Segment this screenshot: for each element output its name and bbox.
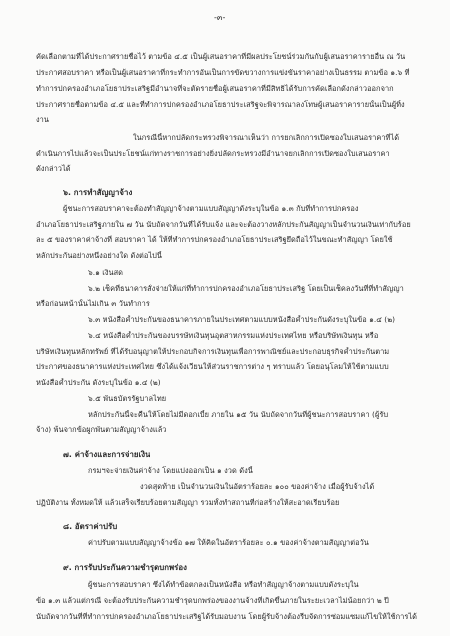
- section-line: หลักประกันอย่างหนึ่งอย่างใด ดังต่อไปนี้: [36, 251, 162, 260]
- section-line: หลักประกันนี้จะคืนให้โดยไม่มีดอกเบี้ย ภายใน ๑๕ วัน นับถัดจากวันที่ผู้ชนะการสอบราคา (ผู้รับ: [88, 410, 389, 419]
- section-line: หรือก่อนหน้านั้นไม่เกิน ๓ วันทำการ: [36, 299, 150, 308]
- paragraph-line: ประกาศสอบราคา หรือเป็นผู้เสนอราคาที่กระทำการอันเป็นการขัดขวางการแข่งขันราคาอย่างเป็นธรรม ตามข้อ ๑.๖ ที่: [36, 68, 410, 77]
- section-heading: ๘. อัตราค่าปรับ: [63, 522, 118, 531]
- section-line: ประกาศของธนาคารแห่งประเทศไทย ซึ่งได้แจ้งเวียนให้ส่วนราชการต่าง ๆ ทราบแล้ว โดยอนุโลมให้ใช้ตามแบบ: [36, 362, 389, 371]
- section-line: นับถัดจากวันที่ที่ทำการปกครองอำเภอโยธาประเสริฐได้รับมอบงาน โดยผู้รับจ้างต้องรีบจัดการซ่อมแซมแก้ไขให้ใช้การได้: [36, 612, 417, 621]
- paragraph-line: ประกาศรายชื่อตามข้อ ๔.๕ และที่ทำการปกครองอำเภอโยธาประเสริฐจะพิจารณาลงโทษผู้เสนอราคารายนั้นเป็นผู้ทิ้ง: [36, 100, 405, 109]
- section-line: หนังสือค้ำประกัน ดังระบุในข้อ ๑.๔ (๒): [36, 378, 161, 387]
- section-line: จ้าง) พ้นจากข้อผูกพันตามสัญญาจ้างแล้ว: [36, 425, 167, 434]
- paragraph-line: ดำเนินการไปแล้วจะเป็นประโยชน์แก่ทางราชการอย่างยิ่งปลัดกระทรวงมีอำนาจยกเลิกการเปิดซองใบเสนอราคา: [36, 149, 390, 158]
- section-heading: ๙. การรับประกันความชำรุดบกพร่อง: [63, 563, 188, 572]
- section-line: บริษัทเงินทุนหลักทรัพย์ ที่ได้รับอนุญาตให้ประกอบกิจการเงินทุนเพื่อการพาณิชย์และประกอบธุรกิจค้ำประกันตาม: [36, 347, 390, 356]
- page-number: -๓-: [214, 13, 226, 22]
- section-line: ค่าปรับตามแบบสัญญาจ้างข้อ ๑๗ ให้คิดในอัตราร้อยละ ๐.๑ ของค่าจ้างตามสัญญาต่อวัน: [88, 538, 369, 547]
- section-line: ๖.๓ หนังสือค้ำประกันของธนาคารภายในประเทศตามแบบหนังสือค้ำประกันดังระบุในข้อ ๑.๔ (๒): [88, 315, 396, 324]
- paragraph-line: ทำการปกครองอำเภอโยธาประเสริฐมีอำนาจที่จะตัดรายชื่อผู้เสนอราคาที่มีสิทธิได้รับการคัดเลือกดังกล่าวออกจาก: [36, 84, 394, 93]
- section-line: ผู้ชนะการสอบราคาจะต้องทำสัญญาจ้างตามแบบสัญญาดังระบุในข้อ ๑.๓ กับที่ทำการปกครอง: [63, 204, 359, 213]
- section-line: ๖.๑ เงินสด: [88, 268, 124, 277]
- section-line: งวดสุดท้าย เป็นจำนวนเงินในอัตราร้อยละ ๑๐๐ ของค่าจ้าง เมื่อผู้รับจ้างได้: [140, 482, 375, 491]
- section-line: ผู้ชนะการสอบราคา ซึ่งได้ทำข้อตกลงเป็นหนังสือ หรือทำสัญญาจ้างตามแบบดังระบุใน: [88, 580, 359, 589]
- section-line: กรมฯจะจ่ายเงินค่าจ้าง โดยแบ่งออกเป็น ๑ งวด ดังนี้: [88, 466, 253, 475]
- section-heading: ๖. การทำสัญญาจ้าง: [63, 188, 133, 197]
- section-line: ๖.๔ หนังสือค้ำประกันของบรรษัทเงินทุนอุตสาหกรรมแห่งประเทศไทย หรือบริษัทเงินทุน หรือ: [88, 331, 379, 340]
- paragraph-line: งาน: [36, 115, 49, 124]
- section-line: ปฏิบัติงาน ทั้งหมดให้ แล้วเสร็จเรียบร้อยตามสัญญา รวมทั้งทำสถานที่ก่อสร้างให้สะอาดเรียบร้อย: [36, 498, 340, 507]
- section-heading: ๗. ค่าจ้างและการจ่ายเงิน: [63, 450, 151, 459]
- section-line: ละ ๕ ของราคาค่าจ้างที่ สอบราคา ได้ ให้ที่ทำการปกครองอำเภอโยธาประเสริฐยึดถือไว้ในขณะทำสัญญา โดยใช้: [36, 235, 393, 244]
- paragraph-line: คัดเลือกตามที่ได้ประกาศรายชื่อไว้ ตามข้อ ๔.๕ เป็นผู้เสนอราคาที่มีผลประโยชน์ร่วมกันกับผู้เสนอราคารายอื่น ณ วัน: [36, 52, 406, 61]
- section-line: ๖.๒ เช็คที่ธนาคารสั่งจ่ายให้แก่ที่ทำการปกครองอำเภอโยธาประเสริฐ โดยเป็นเช็คลงวันที่ที่ทำสัญญา: [88, 284, 404, 293]
- section-line: อำเภอโยธาประเสริฐภายใน ๗ วัน นับถัดจากวันที่ได้รับแจ้ง และจะต้องวางหลักประกันสัญญาเป็นจำนวนเงินเท่ากับร้อย: [36, 220, 411, 229]
- paragraph-line: ในกรณีนี้หากปลัดกระทรวงพิจารณาเห็นว่า การยกเลิกการเปิดซองใบเสนอราคาที่ได้: [133, 133, 400, 142]
- section-line: ๖.๕ พันธบัตรรัฐบาลไทย: [88, 394, 167, 403]
- paragraph-line: ดังกล่าวได้: [36, 164, 71, 173]
- section-line: ข้อ ๑.๓ แล้วแต่กรณี จะต้องรับประกันความชำรุดบกพร่องของงานจ้างที่เกิดขึ้นภายในระยะเวลาไม่น้อยกว่า ๒ ปี: [36, 596, 389, 605]
